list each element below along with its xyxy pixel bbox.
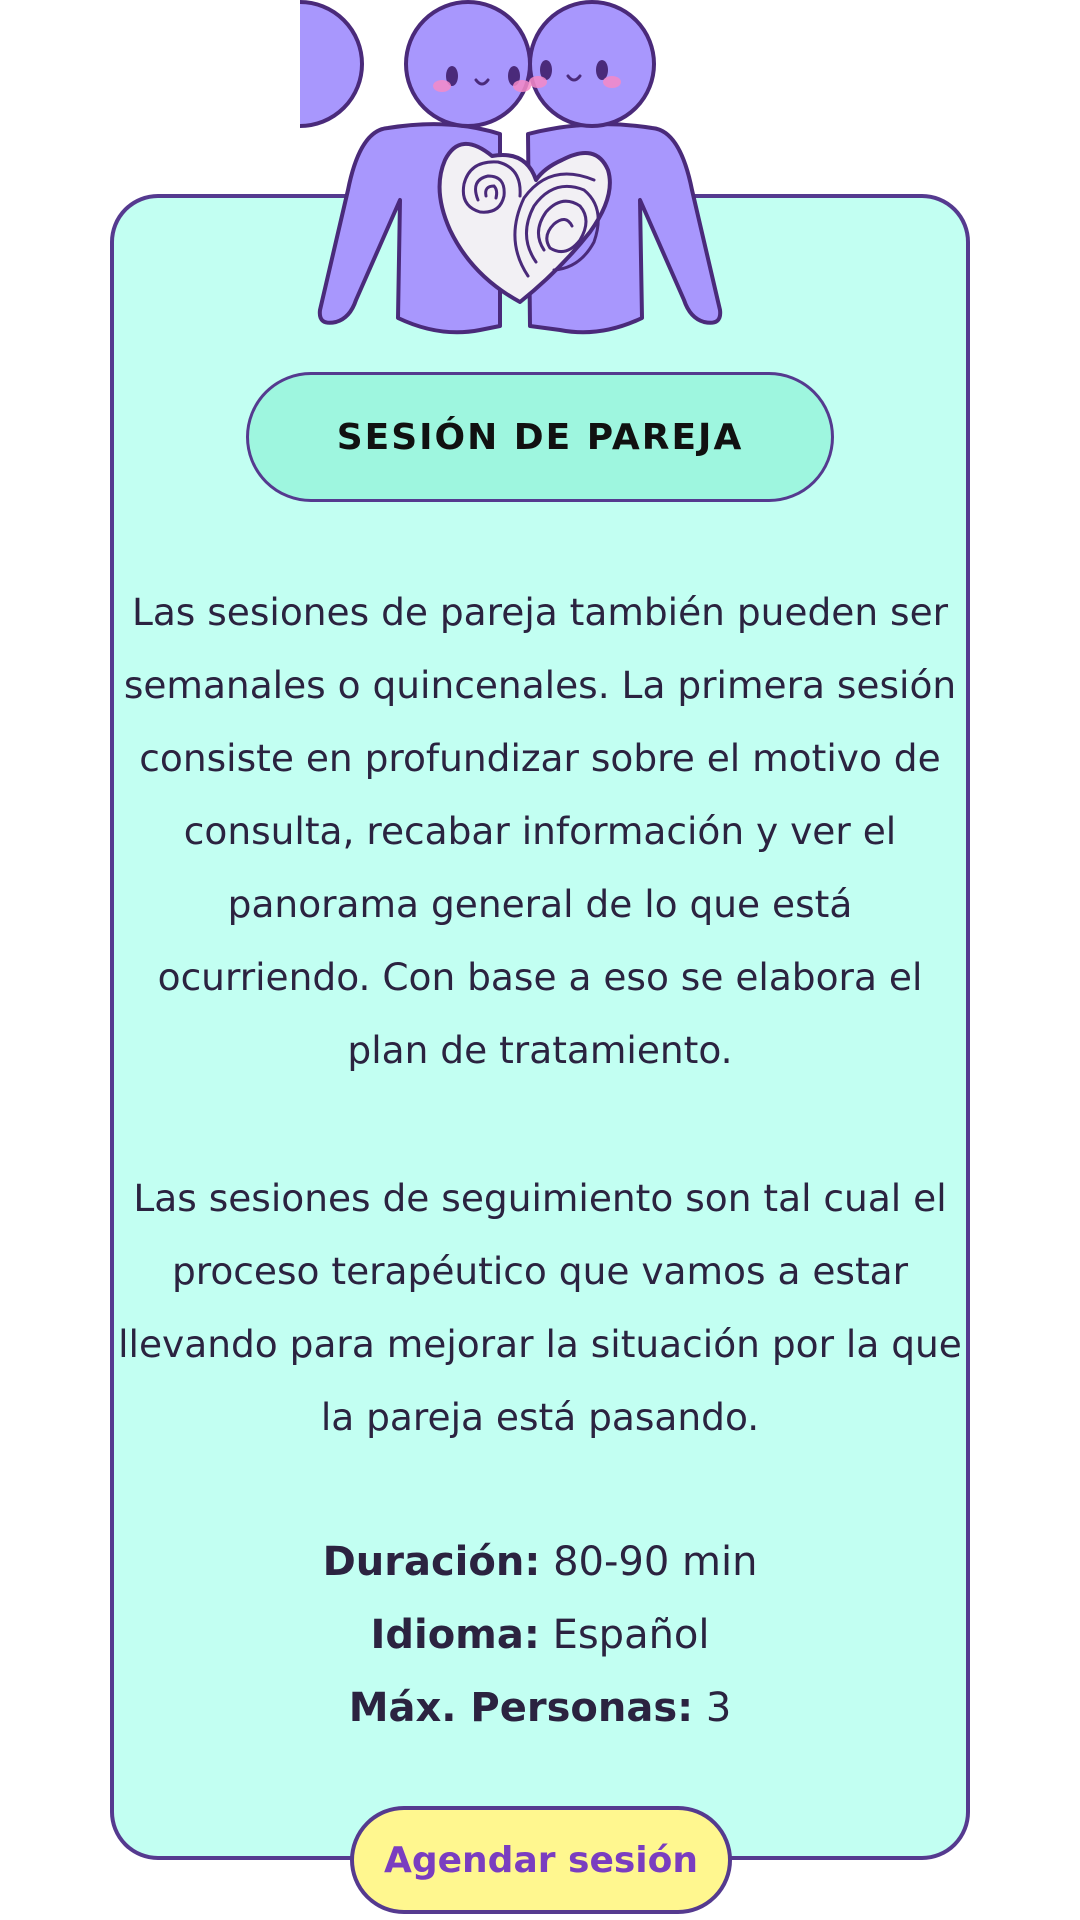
detail-language: [118, 1599, 962, 1672]
detail-label: Idioma:: [370, 1612, 540, 1658]
title-pill: [246, 372, 834, 502]
session-details: [118, 1526, 962, 1745]
left-figure-head: [300, 2, 362, 126]
couple-heart-fingerprint-icon: [300, 0, 740, 336]
detail-max-people: [118, 1672, 962, 1745]
detail-value: Español: [552, 1612, 710, 1658]
detail-value: 3: [705, 1685, 732, 1731]
card-title: SESIÓN DE PAREJA: [336, 416, 744, 458]
schedule-session-button[interactable]: [350, 1806, 732, 1914]
detail-value: 80-90 min: [553, 1539, 758, 1585]
description-paragraph-2: Las sesiones de seguimiento son tal cual el proceso terapéutico que vamos a estar llevando para mejorar la situación por la que la pareja está pasando.: [118, 1176, 962, 1439]
detail-duration: [118, 1526, 962, 1599]
schedule-session-label: Agendar sesión: [384, 1839, 698, 1881]
description-paragraph-1: Las sesiones de pareja también pueden ser semanales o quincenales. La primera sesión consiste en profundizar sobre el motivo de consulta, recabar información y ver el panorama general de lo que está ocurriendo. Con base a eso se elabora el plan de tratamiento.: [123, 590, 957, 1072]
detail-label: Duración:: [322, 1539, 541, 1585]
detail-label: Máx. Personas:: [348, 1685, 694, 1731]
